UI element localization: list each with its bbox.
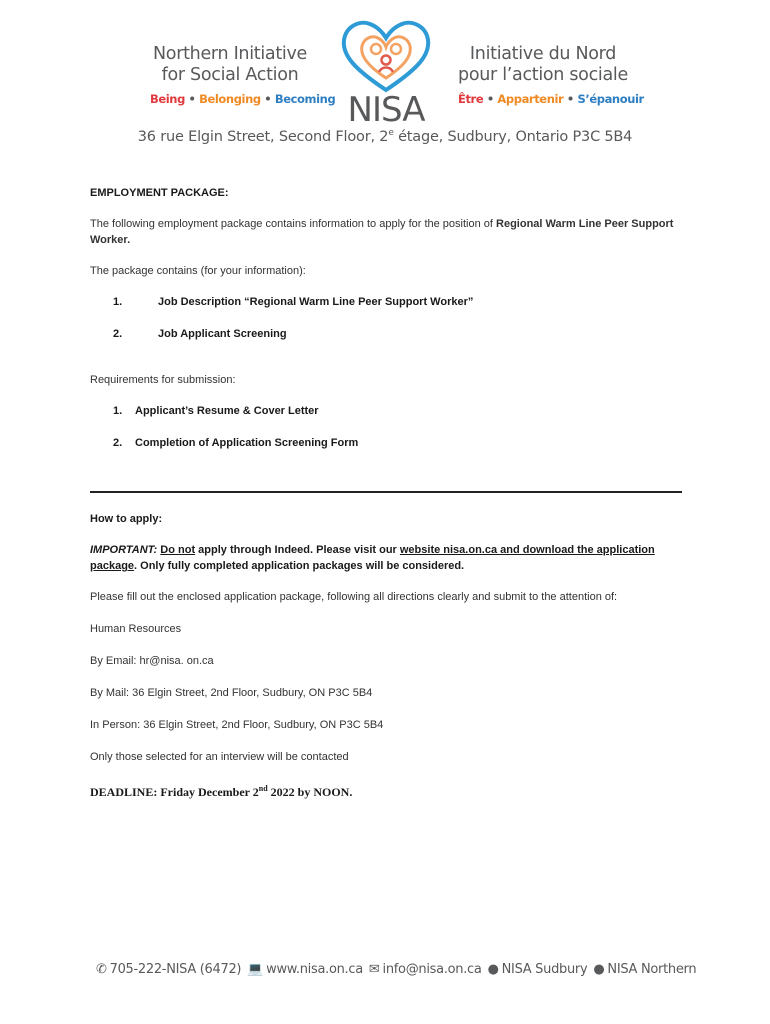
org-name-english: [150, 44, 336, 106]
position-title: Regional Warm Line Peer Support Worker.: [90, 218, 674, 246]
employment-package-heading: EMPLOYMENT PACKAGE:: [90, 187, 229, 199]
deadline: DEADLINE: Friday December 2nd 2022 by NOON.: [90, 784, 353, 799]
org-name-en-line2: for Social Action: [161, 65, 299, 85]
logo-text: NISA: [347, 90, 425, 130]
requirement-item-2: 2. Completion of Application Screening Form: [113, 437, 359, 449]
requirements-label: Requirements for submission:: [90, 374, 236, 386]
human-resources: Human Resources: [90, 623, 182, 635]
section-divider: [90, 491, 682, 493]
tagline-being: Being: [150, 92, 185, 106]
footer-social-northern[interactable]: NISA Northern: [607, 962, 697, 977]
footer-website[interactable]: www.nisa.on.ca: [266, 962, 363, 977]
only-selected-note: Only those selected for an interview will be contacted: [90, 751, 349, 763]
footer-social-sudbury[interactable]: NISA Sudbury: [501, 962, 588, 977]
website-link[interactable]: website nisa.on.ca and download the application package: [90, 544, 655, 572]
tagline-english: Being • Belonging • Becoming: [150, 92, 336, 106]
document-body: [90, 185, 682, 800]
mail-icon: ✉: [368, 962, 380, 977]
by-mail: By Mail: 36 Elgin Street, 2nd Floor, Sudbury, ON P3C 5B4: [90, 687, 373, 699]
tagline-french: Être • Appartenir • S’épanouir: [458, 92, 644, 106]
tagline-belonging: Belonging: [199, 92, 261, 106]
fill-out-instructions: Please fill out the enclosed application package, following all directions clearly and submit to the attention of:: [90, 591, 618, 603]
facebook-icon: ●: [487, 962, 499, 977]
facebook-icon: ●: [593, 962, 605, 977]
footer-email[interactable]: info@nisa.on.ca: [382, 962, 482, 977]
org-name-french: [458, 44, 644, 106]
package-contains-label: The package contains (for your information):: [90, 265, 306, 277]
phone-icon: ✆: [96, 962, 107, 977]
tagline-etre: Être: [458, 92, 484, 106]
laptop-icon: 💻: [247, 962, 264, 977]
footer-phone: 705-222-NISA (6472): [109, 962, 242, 977]
package-item-1: 1. Job Description “Regional Warm Line Peer Support Worker”: [113, 296, 474, 308]
by-email: By Email: hr@nisa. on.ca: [90, 655, 214, 667]
org-name-fr-line2: pour l’action sociale: [458, 65, 628, 85]
heart-logo-icon: [336, 16, 436, 96]
intro-paragraph: The following employment package contains information to apply for the position of Regional Warm Line Peer Support Worker.: [90, 218, 674, 246]
package-item-2: 2. Job Applicant Screening: [113, 328, 287, 340]
tagline-becoming: Becoming: [274, 92, 336, 106]
footer-contact-bar: [96, 962, 697, 977]
header-address: 36 rue Elgin Street, Second Floor, 2e étage, Sudbury, Ontario P3C 5B4: [137, 128, 633, 145]
org-name-en-line1: Northern Initiative: [153, 44, 307, 64]
important-notice: IMPORTANT: Do not apply through Indeed. Please visit our website nisa.on.ca and download the application package. Only fully completed application packages will be considered.: [90, 544, 655, 572]
do-not-text: Do not: [160, 544, 196, 556]
nisa-logo: [336, 16, 436, 130]
tagline-sepanouir: S’épanouir: [577, 92, 644, 106]
in-person: In Person: 36 Elgin Street, 2nd Floor, Sudbury, ON P3C 5B4: [90, 719, 384, 731]
org-name-fr-line1: Initiative du Nord: [469, 44, 617, 64]
how-to-apply-heading: How to apply:: [90, 513, 163, 525]
tagline-appartenir: Appartenir: [497, 92, 564, 106]
requirement-item-1: 1. Applicant’s Resume & Cover Letter: [113, 405, 319, 417]
